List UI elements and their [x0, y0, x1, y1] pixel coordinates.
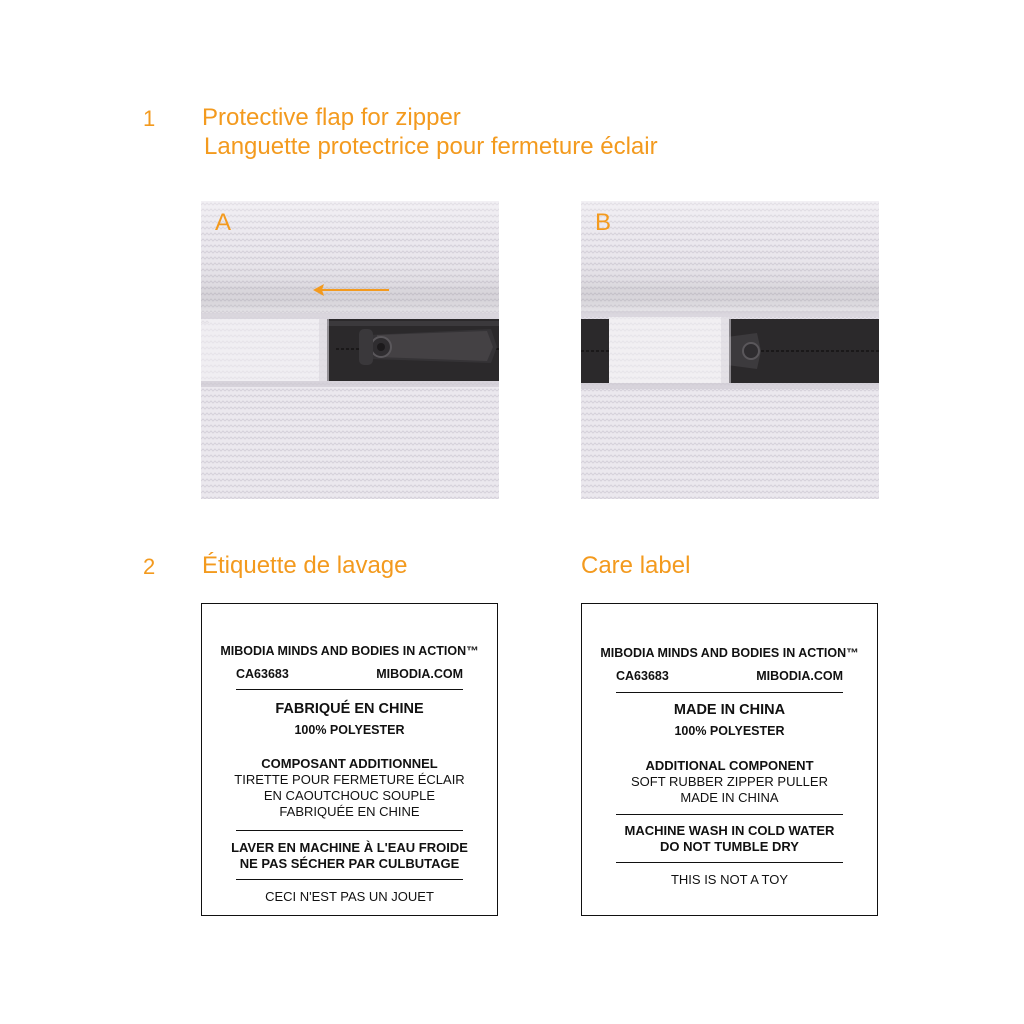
- photo-b-illustration: [581, 201, 879, 499]
- label-divider: [236, 879, 463, 880]
- section-2-number: 2: [143, 554, 156, 579]
- care-label-fr: [201, 603, 498, 916]
- label-made-in: MADE IN CHINA: [673, 702, 786, 718]
- label-component-line: EN CAOUTCHOUC SOUPLE: [263, 788, 436, 803]
- photo-b-zipper-covered: [581, 201, 879, 499]
- care-label-en: [581, 603, 878, 916]
- label-website: MIBODIA.COM: [376, 667, 463, 681]
- label-warning: THIS IS NOT A TOY: [670, 872, 789, 887]
- label-wash-line: DO NOT TUMBLE DRY: [660, 839, 799, 854]
- label-component-title: COMPOSANT ADDITIONNEL: [261, 756, 438, 771]
- label-divider: [616, 814, 843, 815]
- label-component-line: FABRIQUÉE EN CHINE: [279, 804, 420, 819]
- label-warning: CECI N'EST PAS UN JOUET: [265, 889, 434, 904]
- label-component-title: ADDITIONAL COMPONENT: [645, 758, 814, 773]
- photo-a-zipper-open: [201, 201, 499, 499]
- photo-b-letter: B: [595, 209, 612, 236]
- label-divider: [616, 692, 843, 693]
- label-brand: MIBODIA MINDS AND BODIES IN ACTION™: [220, 644, 479, 658]
- label-material: 100% POLYESTER: [674, 724, 785, 738]
- section-1-title-fr: Languette protectrice pour fermeture éclair: [204, 133, 658, 160]
- label-code: CA63683: [616, 669, 669, 683]
- label-made-in: FABRIQUÉ EN CHINE: [275, 701, 424, 717]
- zipper-pull-icon: [727, 333, 761, 369]
- label-material: 100% POLYESTER: [294, 723, 405, 737]
- section-2-title-fr: Étiquette de lavage: [202, 552, 408, 579]
- label-divider: [236, 689, 463, 690]
- label-wash-line: LAVER EN MACHINE À L'EAU FROIDE: [231, 840, 468, 855]
- label-wash-line: MACHINE WASH IN COLD WATER: [624, 823, 835, 838]
- label-wash-line: NE PAS SÉCHER PAR CULBUTAGE: [239, 856, 460, 871]
- label-divider: [616, 862, 843, 863]
- label-brand: MIBODIA MINDS AND BODIES IN ACTION™: [600, 646, 859, 660]
- photo-a-letter: A: [215, 209, 232, 236]
- label-website: MIBODIA.COM: [756, 669, 843, 683]
- label-component-line: TIRETTE POUR FERMETURE ÉCLAIR: [234, 772, 465, 787]
- label-code: CA63683: [236, 667, 289, 681]
- label-divider: [236, 830, 463, 831]
- photo-a-illustration: [201, 201, 499, 499]
- section-1-number: 1: [143, 106, 156, 131]
- label-component-line: SOFT RUBBER ZIPPER PULLER: [631, 774, 828, 789]
- label-component-line: MADE IN CHINA: [680, 790, 779, 805]
- section-1-title-en: Protective flap for zipper: [202, 104, 461, 131]
- section-2-title-en: Care label: [581, 552, 691, 579]
